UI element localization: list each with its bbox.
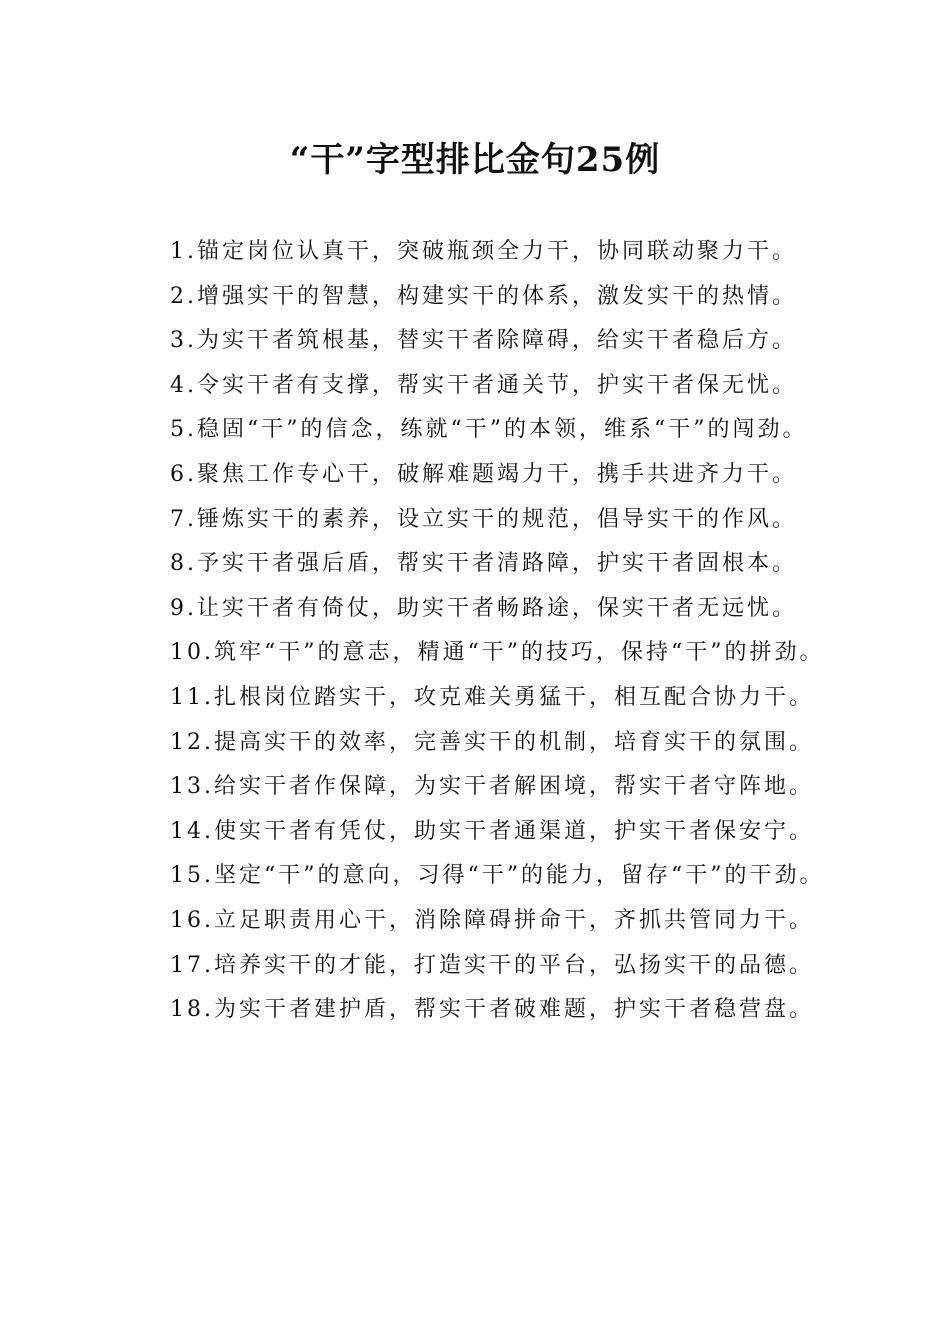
paragraph-7: 7.锤炼实干的素养，设立实干的规范，倡导实干的作风。 [170,506,797,532]
paragraph-17: 17.培养实干的才能，打造实干的平台，弘扬实干的品德。 [170,952,814,978]
paragraph-12: 12.提高实干的效率，完善实干的机制，培育实干的氛围。 [170,729,814,755]
paragraph-11: 11.扎根岗位踏实干，攻克难关勇猛干，相互配合协力干。 [170,684,814,710]
paragraph-5: 5.稳固“干”的信念，练就“干”的本领，维系“干”的闯劲。 [170,417,808,443]
paragraph-8: 8.予实干者强后盾，帮实干者清路障，护实干者固根本。 [170,551,797,577]
paragraph-6: 6.聚焦工作专心干，破解难题竭力干，携手共进齐力干。 [170,461,797,487]
paragraph-4: 4.令实干者有支撑，帮实干者通关节，护实干者保无忧。 [170,372,797,398]
document-body [120,230,830,1033]
document-title: “干”字型排比金句25例 [289,140,661,180]
paragraph-10: 10.筑牢“干”的意志，精通“干”的技巧，保持“干”的拼劲。 [170,640,825,666]
paragraph-13: 13.给实干者作保障，为实干者解困境，帮实干者守阵地。 [170,774,814,800]
paragraph-9: 9.让实干者有倚仗，助实干者畅路途，保实干者无远忧。 [170,595,797,621]
paragraph-3: 3.为实干者筑根基，替实干者除障碍，给实干者稳后方。 [170,328,797,354]
paragraph-16: 16.立足职责用心干，消除障碍拼命干，齐抓共管同力干。 [170,907,814,933]
paragraph-2: 2.增强实干的智慧，构建实干的体系，激发实干的热情。 [170,283,797,309]
paragraph-18: 18.为实干者建护盾，帮实干者破难题，护实干者稳营盘。 [170,997,814,1023]
paragraph-14: 14.使实干者有凭仗，助实干者通渠道，护实干者保安宁。 [170,818,814,844]
paragraph-15: 15.坚定“干”的意向，习得“干”的能力，留存“干”的干劲。 [170,863,825,889]
paragraph-1: 1.锚定岗位认真干，突破瓶颈全力干，协同联动聚力干。 [170,239,797,264]
